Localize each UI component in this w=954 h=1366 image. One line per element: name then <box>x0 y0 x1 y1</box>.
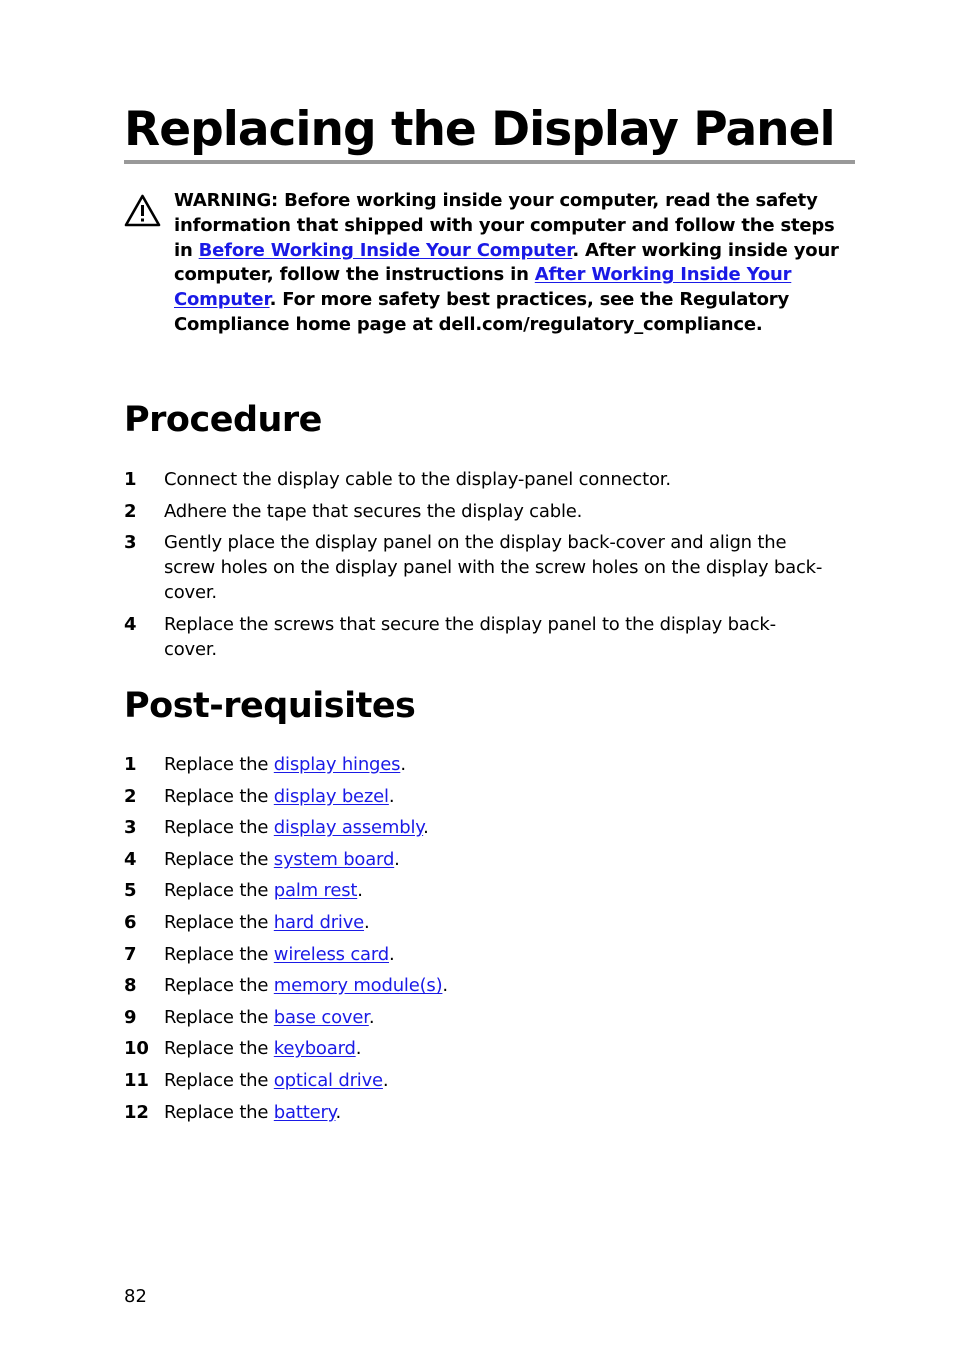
warning-text-part-1: WARNING: Before working inside your computer, read the safety information that shipped with your computer and follow the steps in <box>174 190 835 261</box>
postrequisite-item <box>124 1005 824 1030</box>
step-text: Gently place the display panel on the display back-cover and align the screw holes on the display panel with the screw holes on the display back-cover. <box>164 532 823 603</box>
optical-drive-link[interactable]: optical drive <box>273 1069 383 1091</box>
postrequisites-heading: Post-requisites <box>124 686 416 726</box>
step-number: 6 <box>124 911 137 933</box>
postrequisite-item <box>124 1100 824 1125</box>
page-number: 82 <box>124 1286 147 1307</box>
step-prefix: Replace the <box>164 880 274 902</box>
postrequisite-item <box>124 1036 824 1061</box>
postrequisite-item <box>124 1068 824 1093</box>
step-suffix: . <box>355 1038 362 1060</box>
warning-message <box>174 189 854 338</box>
step-suffix: . <box>394 848 400 870</box>
step-number: 3 <box>124 817 137 839</box>
after-working-link[interactable]: After Working Inside Your Computer <box>174 264 792 311</box>
base-cover-link[interactable]: base cover <box>273 1006 369 1028</box>
wireless-card-link[interactable]: wireless card <box>273 943 389 965</box>
battery-link[interactable]: battery <box>273 1101 336 1123</box>
postrequisites-list <box>124 752 824 1131</box>
palm-rest-link[interactable]: palm rest <box>273 880 358 902</box>
postrequisite-item <box>124 752 824 777</box>
step-number: 4 <box>124 848 137 870</box>
step-number: 11 <box>124 1069 149 1091</box>
postrequisite-item <box>124 784 824 809</box>
procedure-step <box>124 467 824 492</box>
memory-modules-link[interactable]: memory module(s) <box>273 975 443 997</box>
warning-text-part-2: . After working inside your computer, follow the instructions in <box>174 239 839 286</box>
step-suffix: . <box>388 785 395 807</box>
step-prefix: Replace the <box>164 1101 274 1123</box>
step-text: Replace the screws that secure the display panel to the display back-cover. <box>164 613 776 660</box>
step-prefix: Replace the <box>164 1006 274 1028</box>
before-working-link[interactable]: Before Working Inside Your Computer <box>198 239 573 261</box>
postrequisite-item <box>124 910 824 935</box>
step-number: 5 <box>124 880 137 902</box>
step-number: 12 <box>124 1101 149 1123</box>
step-suffix: . <box>389 943 395 965</box>
step-prefix: Replace the <box>164 943 274 965</box>
step-number: 2 <box>124 500 137 522</box>
step-number: 3 <box>124 532 137 553</box>
step-suffix: . <box>442 975 448 997</box>
step-number: 8 <box>124 975 137 997</box>
postrequisite-item <box>124 847 824 872</box>
display-hinges-link[interactable]: display hinges <box>273 754 401 775</box>
step-suffix: . <box>382 1069 389 1091</box>
page-title: Replacing the Display Panel <box>124 102 835 157</box>
step-prefix: Replace the <box>164 1038 274 1060</box>
title-rule <box>124 160 855 164</box>
step-number: 9 <box>124 1006 137 1028</box>
step-suffix: . <box>335 1101 342 1123</box>
postrequisite-item <box>124 942 824 967</box>
step-text: Adhere the tape that secures the display cable. <box>164 500 583 522</box>
step-number: 7 <box>124 943 137 965</box>
step-prefix: Replace the <box>164 785 274 807</box>
step-suffix: . <box>368 1006 375 1028</box>
step-suffix: . <box>423 817 429 839</box>
procedure-step <box>124 530 824 605</box>
step-prefix: Replace the <box>164 975 274 997</box>
system-board-link[interactable]: system board <box>273 848 395 870</box>
warning-triangle-icon <box>124 194 161 227</box>
step-suffix: . <box>357 880 363 902</box>
step-prefix: Replace the <box>164 817 274 839</box>
postrequisite-item <box>124 973 824 998</box>
step-suffix: . <box>364 911 370 933</box>
step-prefix: Replace the <box>164 754 274 775</box>
step-number: 10 <box>124 1038 149 1060</box>
hard-drive-link[interactable]: hard drive <box>273 911 365 933</box>
step-text: Connect the display cable to the display-panel connector. <box>164 469 671 490</box>
display-bezel-link[interactable]: display bezel <box>273 785 389 807</box>
step-number: 2 <box>124 785 137 807</box>
step-prefix: Replace the <box>164 1069 274 1091</box>
warning-text-part-3: . For more safety best practices, see the Regulatory Compliance home page at dell.com/regulatory_compliance. <box>174 289 790 335</box>
procedure-list <box>124 467 824 668</box>
postrequisite-item <box>124 815 824 840</box>
step-suffix: . <box>400 754 406 775</box>
procedure-heading: Procedure <box>124 400 322 440</box>
step-number: 1 <box>124 754 137 775</box>
keyboard-link[interactable]: keyboard <box>273 1038 356 1060</box>
procedure-step <box>124 499 824 524</box>
step-prefix: Replace the <box>164 911 274 933</box>
display-assembly-link[interactable]: display assembly <box>273 817 424 839</box>
step-number: 4 <box>124 613 137 635</box>
procedure-step <box>124 612 824 662</box>
postrequisite-item <box>124 878 824 903</box>
step-number: 1 <box>124 469 137 490</box>
step-prefix: Replace the <box>164 848 274 870</box>
